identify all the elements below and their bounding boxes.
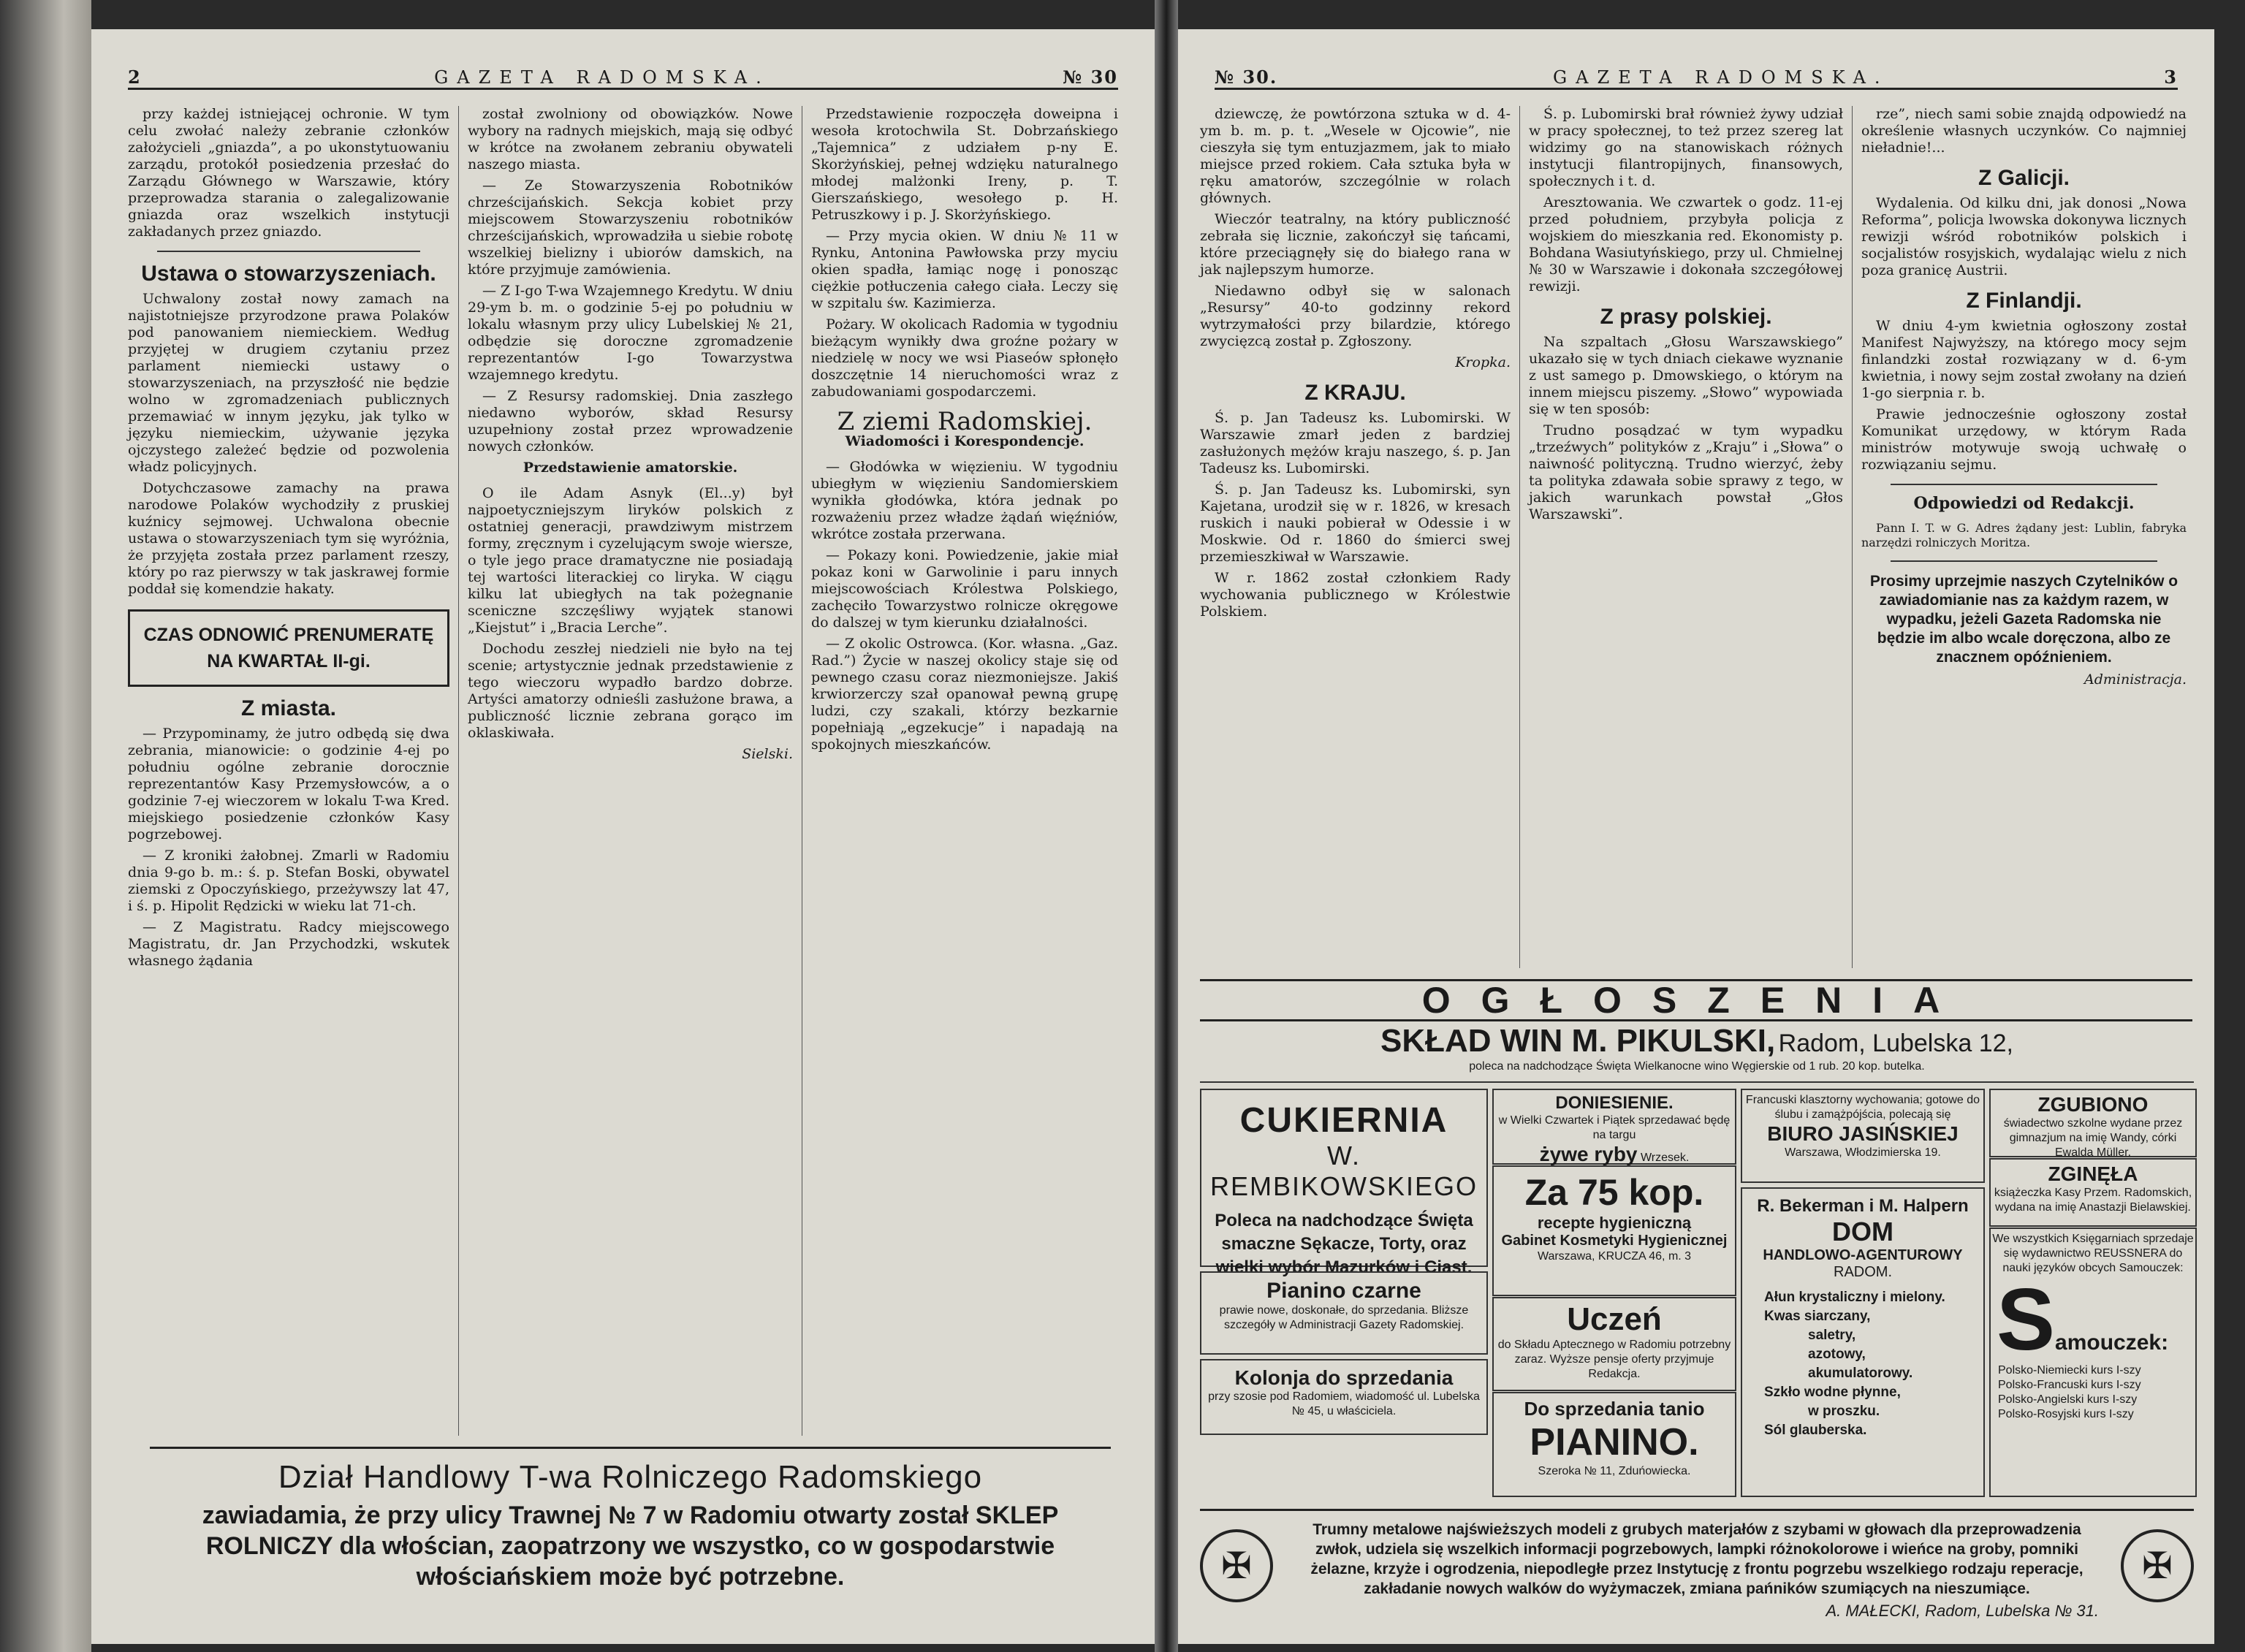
- article-text: przy każdej istniejącej ochronie. W tym celu zwołać należy zebranie członków założycieli „gniazda”, a po ukonstytuowaniu zarządu, protokół posiedzenia przesłać do Zarządu Głównego w Warszawie, który przeprowadza starania o zalegalizowanie gniazda oraz wszelkich instytucji zakładanych przez gniazdo.: [128, 106, 449, 240]
- ad-signer: Wrzesek.: [1640, 1152, 1690, 1164]
- divider: [1891, 560, 2157, 562]
- column-rule: [1852, 106, 1853, 968]
- column-rule: [1519, 106, 1520, 968]
- article-text: — Pokazy koni. Powiedzenie, jakie miał pokaz koni w Garwolinie i paru innych miejscowościach Królestwa Polskiego, zachęciło Towarzystwo rolnicze okręgowe do dalszej w tym kierunku działalności.: [811, 547, 1118, 631]
- subscription-notice: CZAS ODNOWIĆ PRENUMERATĘ NA KWARTAŁ II-gi.: [128, 609, 449, 687]
- ad-title: SKŁAD WIN M. PIKULSKI,: [1380, 1023, 1776, 1059]
- ad-zginela: [1989, 1158, 2197, 1227]
- ad-samouczek: [1989, 1227, 2197, 1497]
- ad-text: przy szosie pod Radomiem, wiadomość ul. Lubelska № 45, u właściciela.: [1208, 1390, 1480, 1417]
- column-1: [1200, 106, 1511, 968]
- article-text: — Z Resursy radomskiej. Dnia zaszłego niedawno wyborów, skład Resursy uzupełniony został przez wprowadzenie nowych członków.: [468, 388, 793, 454]
- article-text: Ś. p. Jan Tadeusz ks. Lubomirski. W Warszawie zmarł jeden z bardziej zasłużonych mężów kraju naszego, ś. p. Jan Tadeusz ks. Lubomirski.: [1200, 410, 1511, 476]
- newspaper-title: GAZETA RADOMSKA.: [434, 67, 770, 88]
- column-2: [1529, 106, 1843, 968]
- ad-title: Pianino czarne: [1266, 1279, 1421, 1303]
- article-text: — Przy mycia okien. W dniu № 11 w Rynku, Antonina Pawłowska przy myciu okien spadła, łamiąc nogę i ponosząc ciężkie potłuczenia całego ciała. Leczy się w szpitalu św. Kazimierza.: [811, 228, 1118, 311]
- ad-zgubiono: [1989, 1089, 2197, 1157]
- heading-z-galicji: Z Galicji.: [1978, 166, 2070, 190]
- emblem-icon: ✠: [1200, 1529, 1273, 1602]
- ad-address: Szeroka № 11, Zduńowiecka.: [1538, 1465, 1691, 1477]
- page-header: [128, 58, 1118, 90]
- ad-text: w Wielki Czwartek i Piątek sprzedawać będę na targu: [1498, 1114, 1731, 1141]
- ad-bekerman-halpern: [1741, 1187, 1985, 1497]
- signature: Administracja.: [2084, 671, 2187, 688]
- newspaper-title: GAZETA RADOMSKA.: [1552, 67, 1889, 88]
- ad-text: We wszystkich Księgarniach sprzedaje się wydawnictwo REUSSNERA do nauki języków obcych Samouczek:: [1992, 1233, 2194, 1274]
- list-item: Ałun krystaliczny i mielony.: [1764, 1290, 1945, 1305]
- ad-subtitle: HANDLOWO-AGENTUROWY: [1763, 1247, 1963, 1263]
- article-text: Trudno posądzać w tym wypadku „trzeźwych” polityków z „Kraju” i „Słowa” o naiwność polityczną. Trudno wierzyć, żeby ta polityka zdawała sobie sprawy z tego, w jakich warunkach powstał „Głos Warszawski”.: [1529, 422, 1843, 522]
- list-item: Sól glauberska.: [1764, 1423, 1867, 1438]
- divider: [157, 251, 420, 252]
- page-header: [1215, 58, 2178, 90]
- article-text: Aresztowania. We czwartek o godz. 11-ej przed południem, przybyła policja z wojskiem do mieszkania red. Ekonomisty p. Bohdana Wasiutyńskiego, przy ul. Chmielnej № 30 w Warszawie i dokonała szczegółowej rewizji.: [1529, 194, 1843, 294]
- reader-notice: Prosimy uprzejmie naszych Czytelników o zawiadomianie nas za każdym razem, w wypadku, jeżeli Gazeta Radomska nie będzie im albo wcale doręczona, albo ze znacznem opóźnieniem.: [1869, 573, 2178, 666]
- heading-odpowiedzi: Odpowiedzi od Redakcji.: [1913, 494, 2135, 513]
- article-text: — Z okolic Ostrowca. (Kor. własna. „Gaz. Rad.”) Życie w naszej okolicy staje się od pewnego czasu coraz niezmoniejsze. Jakiś krwiorzerczy szał opanował pewną grupę ludzi, czy szakali, którzy bezkarnie popełniają „egzekucje” i napadają na spokojnych mieszkańców.: [811, 636, 1118, 753]
- bottom-advertisement: [150, 1447, 1111, 1595]
- article-text: został zwolniony od obowiązków. Nowe wybory na radnych miejskich, mają się odbyć w krótce na zwołanem zebraniu obywateli naszego miasta.: [468, 106, 793, 172]
- ad-text: recepte hygieniczną: [1537, 1214, 1692, 1232]
- article-text: Dochodu zeszłej niedzieli nie było na tej scenie; artystycznie jednak przedstawienie z tego wieczoru wypadło bardzo dobrze. Artyści amatorzy odnieśli zasłużone brawa, a publiczność licznie zebrana gorąco im oklaskiwała.: [468, 641, 793, 741]
- ad-city: RADOM.: [1834, 1264, 1892, 1280]
- ad-title: BIURO JASIŃSKIEJ: [1767, 1122, 1959, 1145]
- article-text: — Głodówka w więzieniu. W tygodniu ubiegłym w więzieniu Sandomierskiem wynikła głodówka, która jednak po rozważeniu przez władze żądań więźniów, wkrótce została przerwana.: [811, 459, 1118, 542]
- ad-title: Do sprzedania tanio: [1524, 1398, 1705, 1420]
- article-text: Na szpaltach „Głosu Warszawskiego” ukazało się w tych dniach ciekawe wyznanie z ust samego p. Dmowskiego, o którym na innem miejscu piszemy. „Słowo” wypowiada się w ten sposób:: [1529, 334, 1843, 417]
- article-text: Uchwalony został nowy zamach na najistotniejsze przyrodzone prawa Polaków pod panowaniem niemieckiem. Według przyjętej w drugiem czytaniu przez parlament niemiecki ustawy o stowarzyszeniach, na przyszłość nie będzie wolno w zgromadzeniach publicznych przemawiać w innym języku, jak tylko w języku niemieckim, używanie języka ojczystego zależeć będzie od pozwolenia władz policyjnych.: [128, 291, 449, 475]
- ad-title: R. Bekerman i M. Halpern: [1757, 1196, 1969, 1216]
- ad-biuro-jasinskiej: [1741, 1089, 1985, 1183]
- page-number: 3: [2164, 66, 2178, 88]
- column-1: [128, 106, 449, 1436]
- ad-gabinet: Gabinet Kosmetyki Hygienicznej: [1501, 1233, 1728, 1249]
- ad-za-75-kop: [1492, 1165, 1736, 1296]
- ad-text: do Składu Aptecznego w Radomiu potrzebny zaraz. Wyższe pensje oferty przyjmuje Redakcja.: [1497, 1339, 1731, 1380]
- divider: [1891, 484, 2157, 485]
- ad-kolonja: [1200, 1359, 1488, 1435]
- heading-z-miasta: Z miasta.: [240, 696, 337, 720]
- ad-title: Za 75 kop.: [1524, 1172, 1704, 1213]
- article-text: Przedstawienie rozpoczęła doweipna i wesoła krotochwila St. Dobrzańskiego „Tajemnica” z udziałem p-ny E. Skorżyńskiej, pełnej wdzięku naturalnego młodej malżonki Ireny, p. T. Gierszańskiego, wesołego p. H. Petruszkowy i p. J. Skorżyńskiego.: [811, 106, 1118, 223]
- ad-signature: A. MAŁECKI, Radom, Lubelska № 31.: [1826, 1602, 2099, 1620]
- column-rule: [458, 106, 459, 1436]
- signature: Kropka.: [1455, 354, 1511, 370]
- heading-z-finlandji: Z Finlandji.: [1966, 289, 2082, 313]
- list-item: saletry,: [1808, 1328, 1856, 1343]
- product-list: [1742, 1288, 1983, 1440]
- ad-title: Uczeń: [1567, 1301, 1662, 1337]
- column-3: [811, 106, 1118, 1436]
- article-text: Ś. p. Jan Tadeusz ks. Lubomirski, syn Kajetana, urodził się w r. 1826, w kresach ruskich i nauki pobierał w Odessie i w Moskwie. Od r. 1860 do śmierci swej przemieszkiwał w Warszawie.: [1200, 481, 1511, 565]
- ad-highlight: żywe ryby: [1539, 1143, 1638, 1165]
- page-number: 2: [128, 66, 142, 88]
- list-item: Polsko-Rosyjski kurs I-szy: [1998, 1408, 2134, 1420]
- heading-z-ziemi-radomskiej: Z ziemi Radomskiej.: [837, 407, 1093, 436]
- list-item: w proszku.: [1808, 1404, 1880, 1419]
- article-text: W r. 1862 został członkiem Rady wychowania publicznego w Królestwie Polskiem.: [1200, 570, 1511, 620]
- heading-amatorskie: Przedstawienie amatorskie.: [523, 460, 738, 476]
- ad-pianino-czarne: [1200, 1271, 1488, 1355]
- article-text: — Przypominamy, że jutro odbędą się dwa zebrania, mianowicie: o godzinie 4-ej po południu ogólne zebranie dorocznie reprezentantów Kasy Przemysłowców, a o godzinie 7-ej wieczorem w lokalu T-wa Kred. miejskiego posiedzenie członków Kasy pogrzebowej.: [128, 726, 449, 842]
- ad-name: W. REMBIKOWSKIEGO: [1209, 1141, 1478, 1201]
- list-item: Szkło wodne płynne,: [1764, 1385, 1901, 1400]
- article-text: Niedawno odbył się w salonach „Resursy” 40-to godzinny rekord wytrzymałości przy bilardzie, którego zwycięzcą został p. Zgłoszony.: [1200, 283, 1511, 349]
- ad-malecki: [1200, 1509, 2194, 1628]
- list-item: Kwas siarczany,: [1764, 1309, 1871, 1324]
- issue-number: № 30.: [1215, 66, 1278, 88]
- issue-number: № 30: [1063, 66, 1118, 88]
- article-text: rze”, niech sami sobie znajdą odpowiedź na określenie własnych uczynków. Co najmniej nieładnie!...: [1861, 106, 2187, 156]
- heading-ustawa: Ustawa o stowarzyszeniach.: [141, 262, 436, 286]
- article-text: dziewczę, że powtórzona sztuka w d. 4-ym b. m. p. t. „Wesele w Ojcowie”, nie cieszyła się tym entuzjazmem, jak to miało miejsce przed rokiem. Cała sztuka była w ręku amatorów, szczególnie w rolach głównych.: [1200, 106, 1511, 206]
- left-page: [91, 29, 1155, 1644]
- article-text: — Z kroniki żałobnej. Zmarli w Radomiu dnia 9-go b. m.: ś. p. Stefan Boski, obywatel ziemski z Opoczyńskiego, przeżywszy lat 47, i ś. p. Hipolit Rędzicki w wieku lat 71-ch.: [128, 848, 449, 914]
- ad-title: Kolonja do sprzedania: [1234, 1366, 1454, 1389]
- article-text: — Ze Stowarzyszenia Robotników chrześcijańskich. Sekcja kobiet przy miejscowem Stowarzyszeniu robotników chrześcijańskich, wprowadziła u siebie robotę wszelkiej bielizny i ubiorów damskich, na które przyjmuje zamówienia.: [468, 178, 793, 278]
- ad-uczen: [1492, 1297, 1736, 1391]
- ad-text: Trumny metalowe najświeższych modeli z grubych materjałów z szybami w głowach dla przeprowadzenia zwłok, udziela się wszelkich informacji pogrzebowych, lampki różnokolorowe i wieńce na groby, pomniki żelazne, krzyże i ogrodzenia, niepodległe przez Instytucję z frontu pogrzebu wszelkiego rodzaju reperacje, zakładanie nowych walków do wyżymaczek, zmiana pańników szumiących na nieszumiące.: [1310, 1521, 2083, 1597]
- list-item: azotowy,: [1808, 1347, 1866, 1362]
- ad-doniesienie: [1492, 1089, 1736, 1165]
- ad-title: ZGINĘŁA: [2048, 1162, 2138, 1185]
- ad-text: Francuski klasztorny wychowania; gotowe do ślubu i zamążpójścia, polecają się: [1745, 1094, 1980, 1121]
- ad-address: Radom, Lubelska 12,: [1778, 1029, 2013, 1057]
- article-text: W dniu 4-ym kwietnia ogłoszony został Manifest Najwyższy, na którego mocy sejm finlandzki został rozwiązany w d. 6-ym kwietnia, i nowy sejm został zwołany na dzień 1-go sierpnia r. b.: [1861, 318, 2187, 401]
- ad-title: amouczek:: [2055, 1331, 2169, 1355]
- ad-text: książeczka Kasy Przem. Radomskich, wydana na imię Anastazji Bielawskiej.: [1994, 1187, 2192, 1214]
- ad-title: ZGUBIONO: [2037, 1093, 2149, 1116]
- list-item: Polsko-Angielski kurs I-szy: [1998, 1393, 2138, 1406]
- ad-text: prawie nowe, doskonałe, do sprzedania. Bliższe szczegóły w Administracji Gazety Radomskiej.: [1219, 1304, 1469, 1331]
- article-text: — Z I-go T-wa Wzajemnego Kredytu. W dniu 29-ym b. m. o godzinie 5-ej po południu w lokalu własnym przy ulicy Lubelskiej № 21, odbędzie się doroczne zgromadzenie reprezentantów I-go Towarzystwa wzajemnego kredytu.: [468, 283, 793, 383]
- article-text: Ś. p. Lubomirski brał również żywy udział w pracy społecznej, to też przez szereg lat widzimy go na stanowiskach różnych instytucji filantropijnych, finansowych, społecznych i t. d.: [1529, 106, 1843, 189]
- list-item: akumulatorowy.: [1808, 1366, 1913, 1381]
- article-text: O ile Adam Asnyk (El...y) był najpoetyczniejszym liryków polskich z ostatniej generacji, prawdziwym mistrzem formy, zręcznym i cyzelującym swoje wiersze, o tyle jego prace dramatyczne nie posiadają tej wartości literackiej co liryka. W ciągu kilku lat ubiegłych na tak pożegnanie sceniczne szczęśliwy wyjątek stanowi „Kiejstut” i „Bracia Lerche”.: [468, 485, 793, 636]
- ad-text: Poleca na nadchodzące Święta smaczne Sękacze, Torty, oraz wielki wybór Mazurków i Ciast.: [1215, 1211, 1473, 1277]
- ad-text: poleca na nadchodzące Święta Wielkanocne wino Węgierskie od 1 rub. 20 kop. butelka.: [1469, 1060, 1925, 1073]
- ad-title: DONIESIENIE.: [1555, 1093, 1674, 1113]
- ad-text: zawiadamia, że przy ulicy Trawnej № 7 w Radomiu otwarty został SKLEP ROLNICZY dla włościan, zaopatrzony we wszystko, co w gospodarstwie włościańskiem może być potrzebne.: [202, 1501, 1059, 1591]
- article-text: Dotychczasowe zamachy na prawa narodowe Polaków wychodziły z pruskiej kuźnicy sejmowej. Uchwalona obecnie ustawa o stowarzyszeniach tym się wyróżnia, że przyjęta została przez parlament rzeszy, który po raz pierwszy w tak jaskrawej formie poddał się komendzie hakaty.: [128, 480, 449, 597]
- ad-text: świadectwo szkolne wydane przez gimnazjum na imię Wandy, córki Ewalda Müller.: [2003, 1117, 2183, 1159]
- ad-address: Warszawa, Włodzimierska 19.: [1785, 1146, 1941, 1159]
- list-item: Polsko-Niemiecki kurs I-szy: [1998, 1364, 2141, 1377]
- ad-dom: DOM: [1832, 1217, 1893, 1246]
- book-edge: [0, 0, 91, 1652]
- ad-address: Warszawa, KRUCZA 46, m. 3: [1537, 1250, 1692, 1263]
- course-list: [1991, 1363, 2195, 1422]
- ad-cukiernia: [1200, 1089, 1488, 1277]
- ad-title: CUKIERNIA: [1239, 1101, 1448, 1140]
- column-3: [1861, 106, 2187, 968]
- subheading: Wiadomości i Korespondencje.: [845, 433, 1084, 449]
- right-page: [1178, 29, 2214, 1644]
- article-text: Pożary. W okolicach Radomia w tygodniu bieżącym wynikły dwa groźne pożary w niedzielę w nocy we wsi Piaseów spłonęło doszczętnie 14 nieruchomości wraz z zabudowaniami gospodarczemi.: [811, 316, 1118, 400]
- ad-pianino-tanio: [1492, 1392, 1736, 1497]
- list-item: Polsko-Francuski kurs I-szy: [1998, 1379, 2141, 1391]
- heading-z-kraju: Z KRAJU.: [1304, 381, 1406, 405]
- article-text: — Z Magistratu. Radcy miejscowego Magistratu, dr. Jan Przychodzki, wskutek własnego żądania: [128, 919, 449, 969]
- signature: Sielski.: [742, 746, 793, 762]
- article-text: Wydalenia. Od kilku dni, jak donosi „Nowa Reforma”, policja lwowska dokonywa licznych rewizji wśród robotników polskich i socjalistów rosyjskich, wydalając wielu z nich poza granicę Austrii.: [1861, 195, 2187, 278]
- ad-big-letter: S: [1997, 1271, 2056, 1369]
- ad-title: Dział Handlowy T-wa Rolniczego Radomskiego: [278, 1459, 983, 1495]
- article-text: Prawie jednocześnie ogłoszony został Komunikat urzędowy, w którym Rada ministrów motywuje swoją uchwałę o rozwiązaniu sejmu.: [1861, 406, 2187, 473]
- column-2: [468, 106, 793, 1436]
- article-text: Pann I. T. w G. Adres żądany jest: Lublin, fabryka narzędzi rolniczych Moritza.: [1861, 521, 2187, 549]
- advertisements-heading: OGŁOSZENIA: [1200, 979, 2192, 1021]
- heading-z-prasy-polskiej: Z prasy polskiej.: [1600, 305, 1772, 329]
- ad-big-text: PIANINO.: [1530, 1421, 1699, 1463]
- emblem-icon: ✠: [2121, 1529, 2194, 1602]
- article-text: Wieczór teatralny, na który publiczność zebrała się licznie, zakończył się tańcami, które przeciągnęły się do białego rana w jak najlepszym humorze.: [1200, 211, 1511, 278]
- ad-pikulski: [1200, 1023, 2194, 1083]
- book-spine: [1155, 0, 1178, 1652]
